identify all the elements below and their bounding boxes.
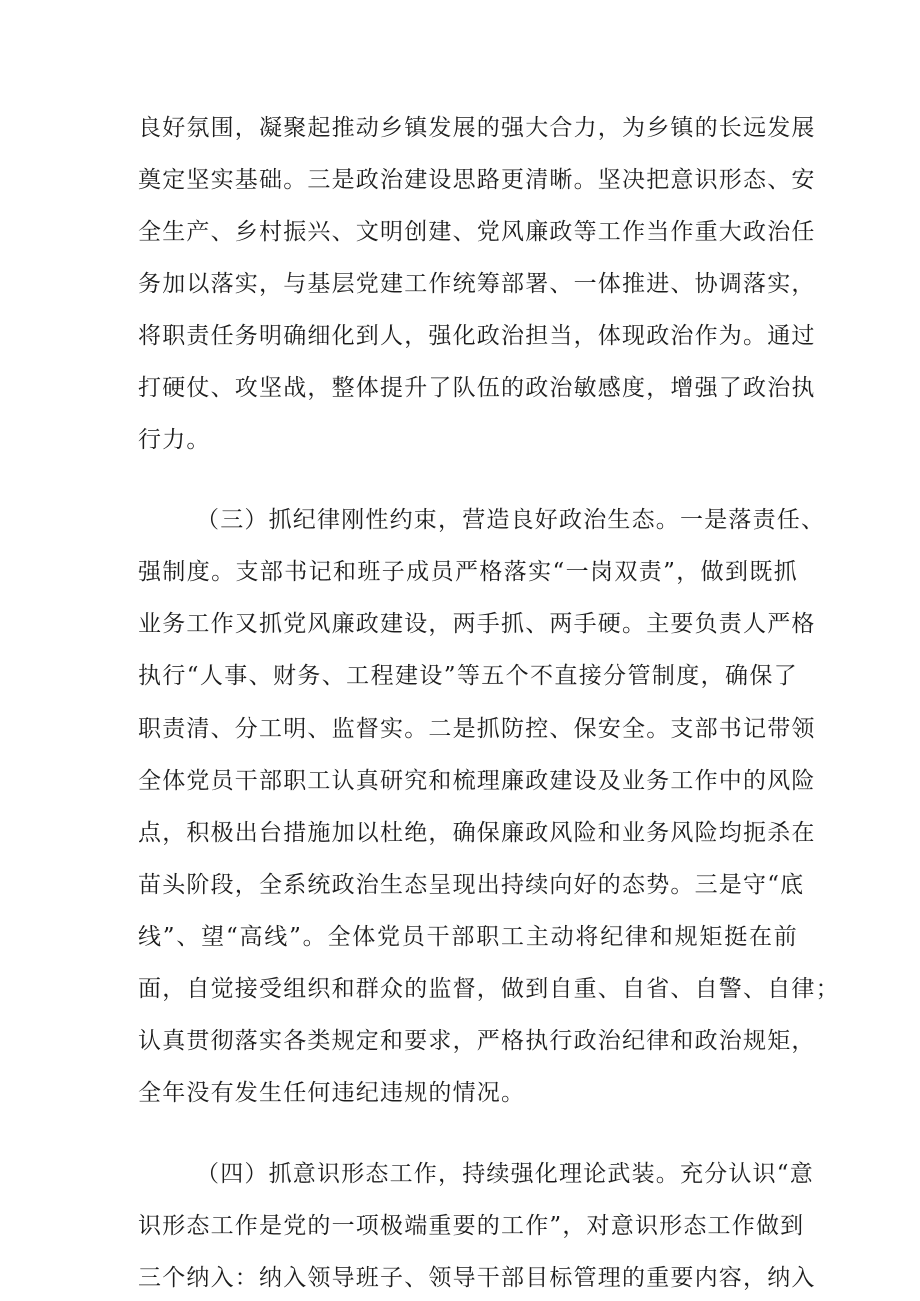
paragraph-2-line-9: 线”、望“高线”。全体党员干部职工主动将纪律和规矩挺在前 <box>138 923 798 950</box>
paragraph-1-line-3: 全生产、乡村振兴、文明创建、党风廉政等工作当作重大政治任 <box>138 219 816 246</box>
paragraph-2-line-6: 全体党员干部职工认真研究和梳理廉政建设及业务工作中的风险 <box>138 767 816 794</box>
paragraph-2-line-10: 面，自觉接受组织和群众的监督，做到自重、自省、自警、自律； <box>138 975 840 1002</box>
paragraph-2-line-12: 全年没有发生任何违纪违规的情况。 <box>138 1079 526 1106</box>
paragraph-1-line-2: 奠定坚实基础。三是政治建设思路更清晰。坚决把意识形态、安 <box>138 167 816 194</box>
paragraph-3-line-2: 识形态工作是党的一项极端重要的工作”，对意识形态工作做到 <box>138 1212 805 1239</box>
paragraph-1-line-7: 行力。 <box>138 427 211 454</box>
paragraph-1-line-6: 打硬仗、攻坚战，整体提升了队伍的政治敏感度，增强了政治执 <box>138 375 816 402</box>
paragraph-3-line-3: 三个纳入：纳入领导班子、领导干部目标管理的重要内容，纳入 <box>138 1265 816 1291</box>
paragraph-2-line-2: 强制度。支部书记和班子成员严格落实“一岗双责”，做到既抓 <box>138 559 798 586</box>
paragraph-2-line-1: （三）抓纪律刚性约束，营造良好政治生态。一是落责任、 <box>196 507 826 534</box>
paragraph-2-line-4: 执行“人事、财务、工程建设”等五个不直接分管制度，确保了 <box>138 663 798 690</box>
paragraph-2-line-5: 职责清、分工明、监督实。二是抓防控、保安全。支部书记带领 <box>138 715 816 742</box>
paragraph-1-line-1: 良好氛围，凝聚起推动乡镇发展的强大合力，为乡镇的长远发展 <box>138 115 816 141</box>
paragraph-1-line-4: 务加以落实，与基层党建工作统筹部署、一体推进、协调落实， <box>138 271 816 298</box>
paragraph-2-line-8: 苗头阶段，全系统政治生态呈现出持续向好的态势。三是守“底 <box>138 871 805 898</box>
paragraph-2-line-7: 点，积极出台措施加以杜绝，确保廉政风险和业务风险均扼杀在 <box>138 819 816 846</box>
paragraph-1-line-5: 将职责任务明确细化到人，强化政治担当，体现政治作为。通过 <box>138 323 816 350</box>
paragraph-3-line-1: （四）抓意识形态工作，持续强化理论武装。充分认识“意 <box>196 1160 814 1187</box>
paragraph-2-line-11: 认真贯彻落实各类规定和要求，严格执行政治纪律和政治规矩， <box>138 1027 816 1054</box>
paragraph-2-line-3: 业务工作又抓党风廉政建设，两手抓、两手硬。主要负责人严格 <box>138 611 816 638</box>
